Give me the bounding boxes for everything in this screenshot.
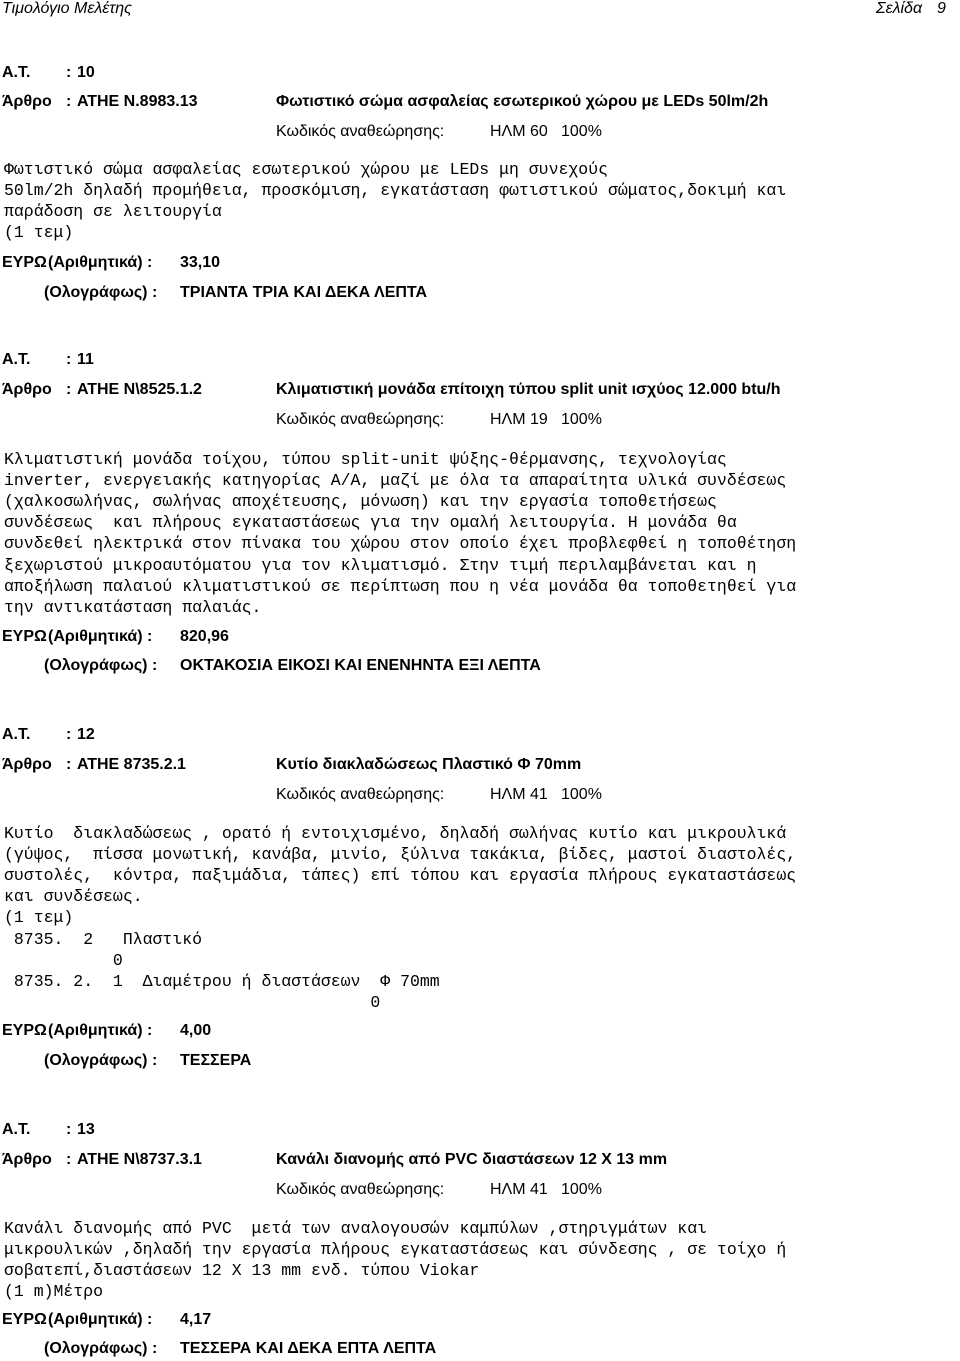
description-line: αποξήλωση παλαιού κλιματιστικού σε περίπτωση που η νέα μονάδα θα τοποθετηθεί για (4, 577, 797, 596)
arthro-colon: : (66, 381, 72, 398)
revision-percent: 100% (561, 411, 602, 428)
arthro-label: Άρθρο (2, 756, 52, 773)
at-colon: : (66, 64, 72, 81)
price-numeric-label: (Αριθμητικά) : (48, 254, 153, 271)
page-label: Σελίδα (876, 0, 923, 17)
description-line: 8735. 2 Πλαστικό (4, 930, 203, 949)
description-line: Κλιματιστική μονάδα τοίχου, τύπου split-unit ψύξης-θέρμανσης, τεχνολογίας (4, 450, 727, 469)
at-colon: : (66, 1121, 72, 1138)
revision-code-label: Κωδικός αναθεώρησης: (276, 411, 445, 428)
page-number: 9 (937, 0, 946, 17)
revision-code-label: Κωδικός αναθεώρησης: (276, 123, 445, 140)
price-numeric: 820,96 (180, 628, 229, 645)
arthro-label: Άρθρο (2, 93, 52, 110)
price-words: ΤΕΣΣΕΡΑ (180, 1052, 252, 1069)
arthro-code: ΑΤΗΕ Ν.8983.13 (77, 93, 198, 110)
arthro-code: ΑΤΗΕ Ν\8737.3.1 (77, 1151, 202, 1168)
arthro-colon: : (66, 1151, 72, 1168)
price-words-label: (Ολογράφως) : (44, 1052, 158, 1069)
price-words-label: (Ολογράφως) : (44, 1340, 158, 1357)
price-numeric: 33,10 (180, 254, 221, 271)
currency-label: ΕΥΡΩ (2, 254, 47, 271)
description-line: μικρουλικών ,δηλαδή την εργασία πλήρους εγκαταστάσεως και σύνδεσης , σε τοίχο ή (4, 1240, 787, 1259)
revision-code-label: Κωδικός αναθεώρησης: (276, 786, 445, 803)
item-title: Κανάλι διανομής από PVC διαστάσεων 12 Χ 13 mm (276, 1151, 668, 1168)
price-numeric-label: (Αριθμητικά) : (48, 1022, 153, 1039)
description-line: ξεχωριστού μικροαυτόματου για τον κλιματισμό. Στην τιμή περιλαμβάνεται και η (4, 556, 757, 575)
arthro-colon: : (66, 93, 72, 110)
item-title: Κλιματιστική μονάδα επίτοιχη τύπου split unit ισχύος 12.000 btu/h (276, 381, 781, 398)
arthro-colon: : (66, 756, 72, 773)
description-line: (1 m)Μέτρο (4, 1282, 104, 1301)
description-line: 8735. 2. 1 Διαμέτρου ή διαστάσεων Φ 70mm (4, 972, 440, 991)
description-line: 0 (4, 993, 381, 1012)
arthro-code: ΑΤΗΕ Ν\8525.1.2 (77, 381, 202, 398)
revision-code: ΗΛΜ 41 (490, 786, 548, 803)
at-number: 10 (77, 64, 95, 81)
arthro-code: ΑΤΗΕ 8735.2.1 (77, 756, 186, 773)
at-number: 12 (77, 726, 95, 743)
description-line: (γύψος, πίσσα μονωτική, κανάβα, μινίο, ξύλινα τακάκια, βίδες, μαστοί διαστολές, (4, 845, 797, 864)
price-words: ΤΕΣΣΕΡΑ ΚΑΙ ΔΕΚΑ ΕΠΤΑ ΛΕΠΤΑ (180, 1340, 437, 1357)
revision-percent: 100% (561, 786, 602, 803)
currency-label: ΕΥΡΩ (2, 628, 47, 645)
price-words-label: (Ολογράφως) : (44, 657, 158, 674)
at-colon: : (66, 351, 72, 368)
at-number: 11 (77, 351, 94, 368)
description-line: Φωτιστικό σώμα ασφαλείας εσωτερικού χώρου με LEDs μη συνεχούς (4, 160, 608, 179)
at-label: Α.Τ. (2, 351, 31, 368)
description-line: συνδεθεί ηλεκτρικά στον πίνακα του χώρου στον οποίο έχει προβλεφθεί η τοποθέτηση (4, 534, 797, 553)
currency-label: ΕΥΡΩ (2, 1022, 47, 1039)
price-words-label: (Ολογράφως) : (44, 284, 158, 301)
description-line: Κυτίο διακλαδώσεως , ορατό ή εντοιχισμένο, δηλαδή σωλήνας κυτίο και μικρουλικά (4, 824, 787, 843)
description-line: inverter, ενεργειακής κατηγορίας Α/Α, μαζί με όλα τα απαραίτητα υλικά συνδέσεως (4, 471, 787, 490)
description-line: (1 τεμ) (4, 908, 74, 927)
revision-code: ΗΛΜ 60 (490, 123, 548, 140)
header-left: Τιμολόγιο Μελέτης (2, 0, 132, 17)
at-label: Α.Τ. (2, 64, 31, 81)
price-words: ΤΡΙΑΝΤΑ ΤΡΙΑ ΚΑΙ ΔΕΚΑ ΛΕΠΤΑ (180, 284, 428, 301)
price-numeric-label: (Αριθμητικά) : (48, 1311, 153, 1328)
description-line: 50lm/2h δηλαδή προμήθεια, προσκόμιση, εγκατάσταση φωτιστικού σώματος,δοκιμή και (4, 181, 787, 200)
price-numeric: 4,17 (180, 1311, 212, 1328)
arthro-label: Άρθρο (2, 1151, 52, 1168)
description-line: σοβατεπί,διαστάσεων 12 Χ 13 mm ενδ. τύπου Viokar (4, 1261, 480, 1280)
description-line: παράδοση σε λειτουργία (4, 202, 222, 221)
revision-code: ΗΛΜ 19 (490, 411, 548, 428)
currency-label: ΕΥΡΩ (2, 1311, 47, 1328)
description-line: (1 τεμ) (4, 223, 74, 242)
revision-percent: 100% (561, 123, 602, 140)
price-numeric: 4,00 (180, 1022, 212, 1039)
arthro-label: Άρθρο (2, 381, 52, 398)
description-line: και συνδέσεως. (4, 887, 143, 906)
description-line: Κανάλι διανομής από PVC μετά των αναλογουσών καμπύλων ,στηριγμάτων και (4, 1219, 708, 1238)
revision-code: ΗΛΜ 41 (490, 1181, 548, 1198)
at-label: Α.Τ. (2, 1121, 31, 1138)
description-line: συνδέσεως και πλήρους εγκαταστάσεως για την ομαλή λειτουργία. Η μονάδα θα (4, 513, 737, 532)
price-numeric-label: (Αριθμητικά) : (48, 628, 153, 645)
revision-percent: 100% (561, 1181, 602, 1198)
at-label: Α.Τ. (2, 726, 31, 743)
item-title: Κυτίο διακλαδώσεως Πλαστικό Φ 70mm (276, 756, 582, 773)
description-line: συστολές, κόντρα, παξιμάδια, τάπες) επί τόπου και εργασία πλήρους εγκαταστάσεως (4, 866, 797, 885)
price-words: ΟΚΤΑΚΟΣΙΑ ΕΙΚΟΣΙ ΚΑΙ ΕΝΕΝΗΝΤΑ ΕΞΙ ΛΕΠΤΑ (180, 657, 541, 674)
revision-code-label: Κωδικός αναθεώρησης: (276, 1181, 445, 1198)
description-line: (χαλκοσωλήνας, σωλήνας αποχέτευσης, μόνωση) και την εργασία τοποθετήσεως (4, 492, 717, 511)
description-line: 0 (4, 951, 123, 970)
description-line: την αντικατάσταση παλαιάς. (4, 598, 262, 617)
item-title: Φωτιστικό σώμα ασφαλείας εσωτερικού χώρου με LEDs 50lm/2h (276, 93, 769, 110)
at-number: 13 (77, 1121, 95, 1138)
at-colon: : (66, 726, 72, 743)
